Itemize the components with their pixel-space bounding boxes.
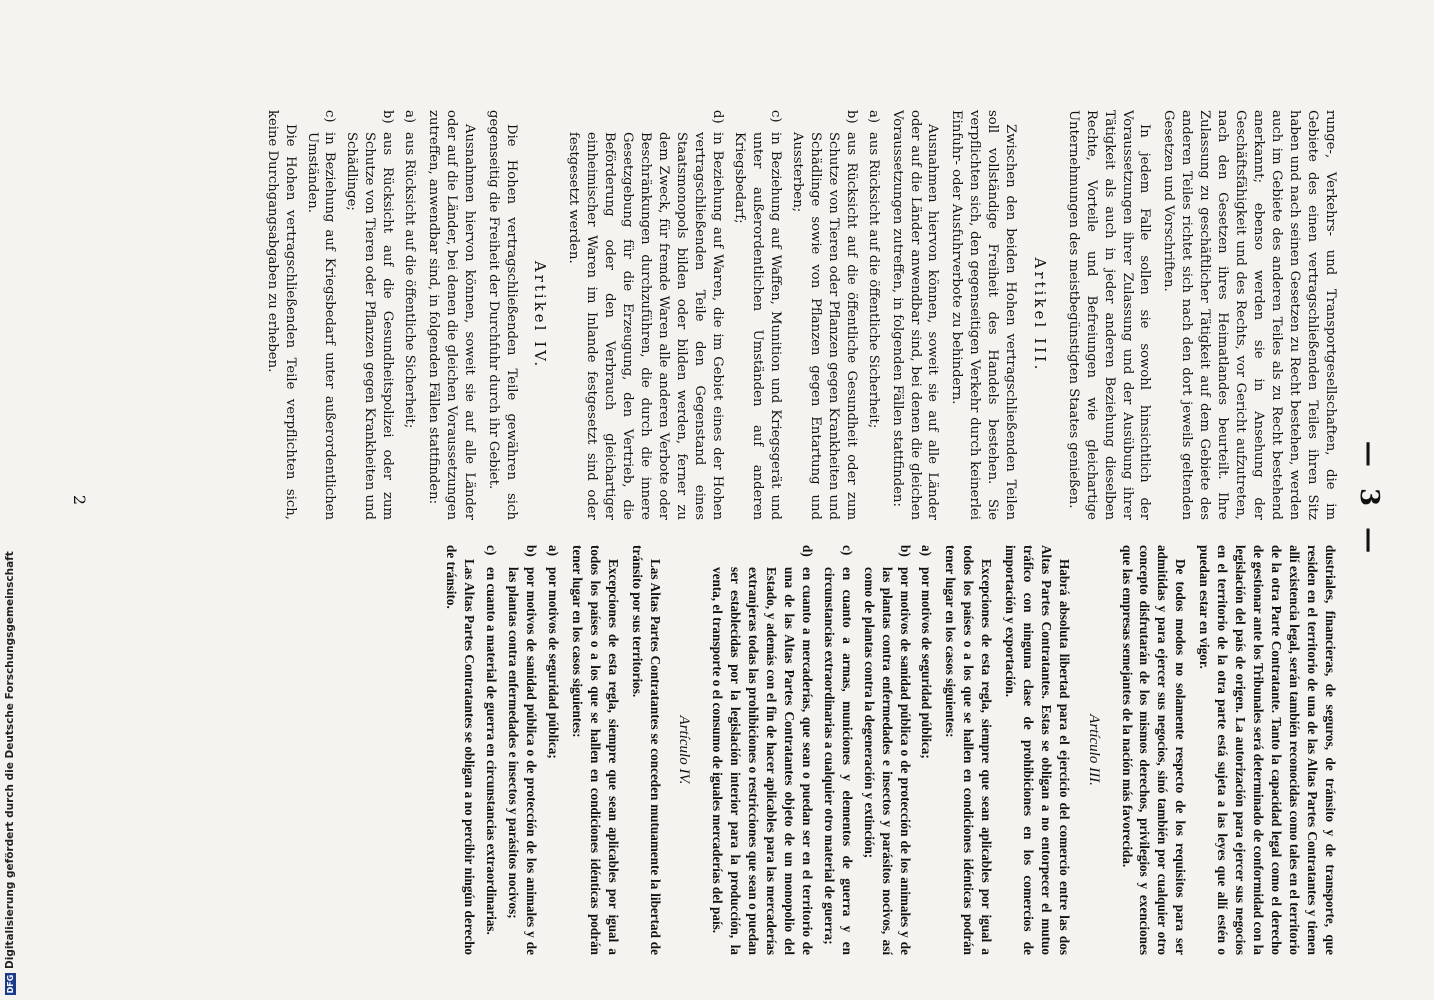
list-item-text: aus Rücksicht auf die Gesundheitspolizei oder zum Schutze von Tieren oder Pflanzen gegen Krankheiten und Schädlinge;: [344, 132, 396, 520]
list-item-text: por motivos de sanidad pública o de protección de los animales y de las plantas contra enfermedades e insectos y parásitos nocivos;: [506, 567, 539, 955]
footer-page-number: 2: [70, 494, 89, 506]
list-item-text: en cuanto a material de guerra en circunstancias extraordinarias.: [484, 567, 500, 935]
list-item: [504, 545, 540, 955]
spanish-article-4-heading: Artículo IV.: [676, 715, 693, 785]
spanish-article-4-paragraph: Excepciones de esta regla, siempre que sean aplicables por igual a todos los países o a los que se hallen en condiciones idénticas podrán tener lugar en los casos siguientes:: [569, 545, 621, 955]
list-item-letter: d): [710, 110, 726, 124]
list-item-letter: a): [402, 110, 418, 124]
spanish-article-3-paragraph: Habrá absoluta libertad para el ejercicio del comercio entre las dos Altas Partes Contratantes. Estas se obligan a no entorpecer el mutuo tráfico con ninguna clase de prohibiciones en los comercios de importación y exportación.: [1003, 545, 1073, 955]
list-item-letter: b): [380, 110, 396, 124]
german-paragraph: In jedem Falle sollen sie sowohl hinsichtlich der Voraussetzungen ihrer Zulassung und der Ausübung ihrer Tätigkeit als auch in jeder anderen Beziehung dieselben Rechte, Vorteile und Befreiungen wie gleichartige Unternehmungen des meistbegünstigten Staates genießen.: [1065, 110, 1153, 520]
list-item: [400, 110, 418, 520]
spanish-article-3-paragraph: Excepciones de esta regla, siempre que sean aplicables por igual a todos los países o a los que se hallen en condiciones idénticas podrán tener lugar en los casos siguientes:: [943, 545, 995, 955]
german-article-4-paragraph: Ausnahmen hiervon können, soweit sie auf alle Länder oder auf die Länder, bei denen die gleichen Voraussetzungen zutreffen, anwendbar sind, in folgenden Fällen stattfinden:: [426, 110, 478, 520]
list-item: [544, 545, 562, 955]
spanish-article-4-paragraph: Las Altas Partes Contratantes se conceden mutuamente la libertad de tránsito por sus territorios.: [629, 545, 663, 955]
list-item: [788, 110, 860, 520]
german-column: [69, 110, 1339, 520]
list-item: [303, 110, 339, 520]
list-item-letter: a): [919, 545, 935, 556]
list-item-letter: c): [322, 110, 338, 123]
list-item-text: por motivos de sanidad pública o de protección de los animales y de las plantas contra enfermedades e insectos y parásitos nocivos, así como de plantas contra la degeneración y extinción;: [861, 567, 913, 955]
dfg-logo-icon: DFG: [5, 974, 15, 994]
german-article-4-paragraph: Die Hohen vertragschließenden Teile gewähren sich gegenseitig die Freiheit der Durchfuhr durch ihr Gebiet.: [486, 110, 520, 520]
digitization-attribution: [4, 551, 16, 995]
german-intro-paragraph: runge-, Verkehrs- und Transportgesellschaften, die im Gebiete des einen vertragschließenden Teiles ihren Sitz haben und nach seinen Gesetzen zu Recht bestehen, werden auch im Gebiete des anderen Teiles als zu Recht bestehend anerkannt; ebenso werden sie in Ansehung der Geschäftsfähigkeit und des Rechts, vor Gericht aufzutreten, nach den Gesetzen ihres Heimatlandes beurteilt. Ihre Zulassung zu geschäftlicher Tätigkeit auf dem Gebiete des anderen Teiles richtet sich nach den dort jeweils geltenden Gesetzen und Vorschriften.: [1161, 110, 1338, 520]
list-item-text: in Beziehung auf Waffen, Munition und Kriegsgerät und unter außerordentlichen Umständen auf anderen Kriegsbedarf;: [731, 132, 783, 520]
list-item-text: in Beziehung auf Waren, die im Gebiet eines der Hohen vertragschließenden Teile den Gegenstand eines Staatsmonopols bilden oder bilden werden, ferner zu dem Zweck, für fremde Waren alle anderen Verbote oder Beschränkungen durchzuführen, die durch die innere Gesetzgebung für die Erzeugung, den Vertrieb, die Beförderung oder den Verbrauch gleichartiger einheimischer Waren im Inlande festgesetzt sind oder festgesetzt werden.: [566, 132, 726, 520]
list-item: [708, 545, 816, 955]
list-item-letter: b): [523, 545, 539, 557]
list-item-text: en cuanto a mercaderías, que sean o puedan ser en el territorio de una de las Altas Partes Contratantes objeto de un monopolio del Estado, y además con el fin de hacer aplicables para las mercaderías extranjeras todas las prohibiciones o restricciones que sean o puedan ser establecidas por la legislación interior para la producción, la venta, el transporte o el consumo de iguales mercaderías del país.: [710, 567, 815, 955]
german-article-4-paragraph: Die Hohen vertragschließenden Teile verpflichten sich, keine Durchgangsabgaben zu erheben.: [264, 110, 298, 520]
list-item-text: por motivos de seguridad pública;: [919, 567, 935, 759]
list-item-text: aus Rücksicht auf die öffentliche Sicherheit;: [865, 132, 881, 429]
german-article-3-paragraph: Zwischen den beiden Hohen vertragschließenden Teilen soll vollständige Freiheit des Handels bestehen. Sie verpflichten sich, den gegenseitigen Verkehr durch keinerlei Einfuhr- oder Ausfuhrverbote zu behindern.: [949, 110, 1019, 520]
spanish-intro-paragraph: dustriales, financieras, de seguros, de tránsito y de transporte, que residen en el territorio de una de las Altas Partes Contratantes y tienen allí existencia legal, serán también reconocidas como tales en el territorio de la otra Parte Contratante. Tanto la capacidad legal como el derecho de gestionar ante los Tribunales será determinado de conformidad con la legislación del país de origen. La autorización para ejercer sus negocios en el territorio de la otra parte está sujeta a las leyes que allí estén o puedan estar en vigor.: [1197, 545, 1338, 955]
list-item-letter: a): [545, 545, 561, 556]
list-item: [482, 545, 500, 955]
german-article-3-heading: Artikel III.: [1030, 257, 1049, 373]
list-item-text: in Beziehung auf Kriegsbedarf unter außerordentlichen Umständen.: [304, 132, 338, 520]
list-item: [820, 545, 856, 955]
list-item: [564, 110, 726, 520]
german-article-4-heading: Artikel IV.: [531, 260, 550, 370]
spanish-article-4-paragraph: Las Altas Partes Contratantes se obligan a no percibir ningún derecho de tránsito.: [444, 545, 478, 955]
german-article-3-paragraph: Ausnahmen hiervon können, soweit sie auf alle Länder oder auf die Länder anwendbar sind, bei denen die gleichen Voraussetzungen zutreffen, in folgenden Fällen stattfinden:: [889, 110, 941, 520]
list-item: [864, 110, 882, 520]
list-item-letter: b): [843, 110, 859, 124]
list-item: [342, 110, 396, 520]
list-item-letter: c): [839, 545, 855, 556]
list-item-letter: a): [865, 110, 881, 124]
list-item: [918, 545, 936, 955]
list-item: [730, 110, 784, 520]
list-item-text: en cuanto a armas, municiones y elementos de guerra y en circunstancias extraordinarias a cualquier otro material de guerra;: [821, 567, 855, 955]
list-item-text: por motivos de seguridad pública;: [545, 567, 561, 759]
list-item-letter: c): [767, 110, 783, 123]
spanish-article-3-heading: Artículo III.: [1085, 714, 1102, 786]
list-item-letter: d): [799, 545, 815, 557]
list-item: [860, 545, 914, 955]
list-item-text: aus Rücksicht auf die öffentliche Gesundheit oder zum Schutze von Tieren oder Pflanzen gegen Krankheiten und Schädlinge sowie von Pflanzen gegen Entartung und Aussterben;: [789, 132, 859, 520]
spanish-paragraph: De todos modos no solamente respecto de los requisitos para ser admitidas y para ejercer sus negocios, sinó también por cualquier otro concepto disfrutarán de los mismos derechos, privilegios y exenciones que las empresas semejantes de la nación más favorecida.: [1119, 545, 1189, 955]
page-number: — 3 —: [1354, 440, 1384, 560]
list-item-letter: c): [484, 545, 500, 556]
list-item-letter: b): [897, 545, 913, 557]
list-item-text: aus Rücksicht auf die öffentliche Sicherheit;: [402, 132, 418, 429]
attribution-text: Digitalisierung gefördert durch die Deutsche Forschungsgemeinschaft: [4, 551, 16, 969]
spanish-column: [69, 545, 1339, 955]
